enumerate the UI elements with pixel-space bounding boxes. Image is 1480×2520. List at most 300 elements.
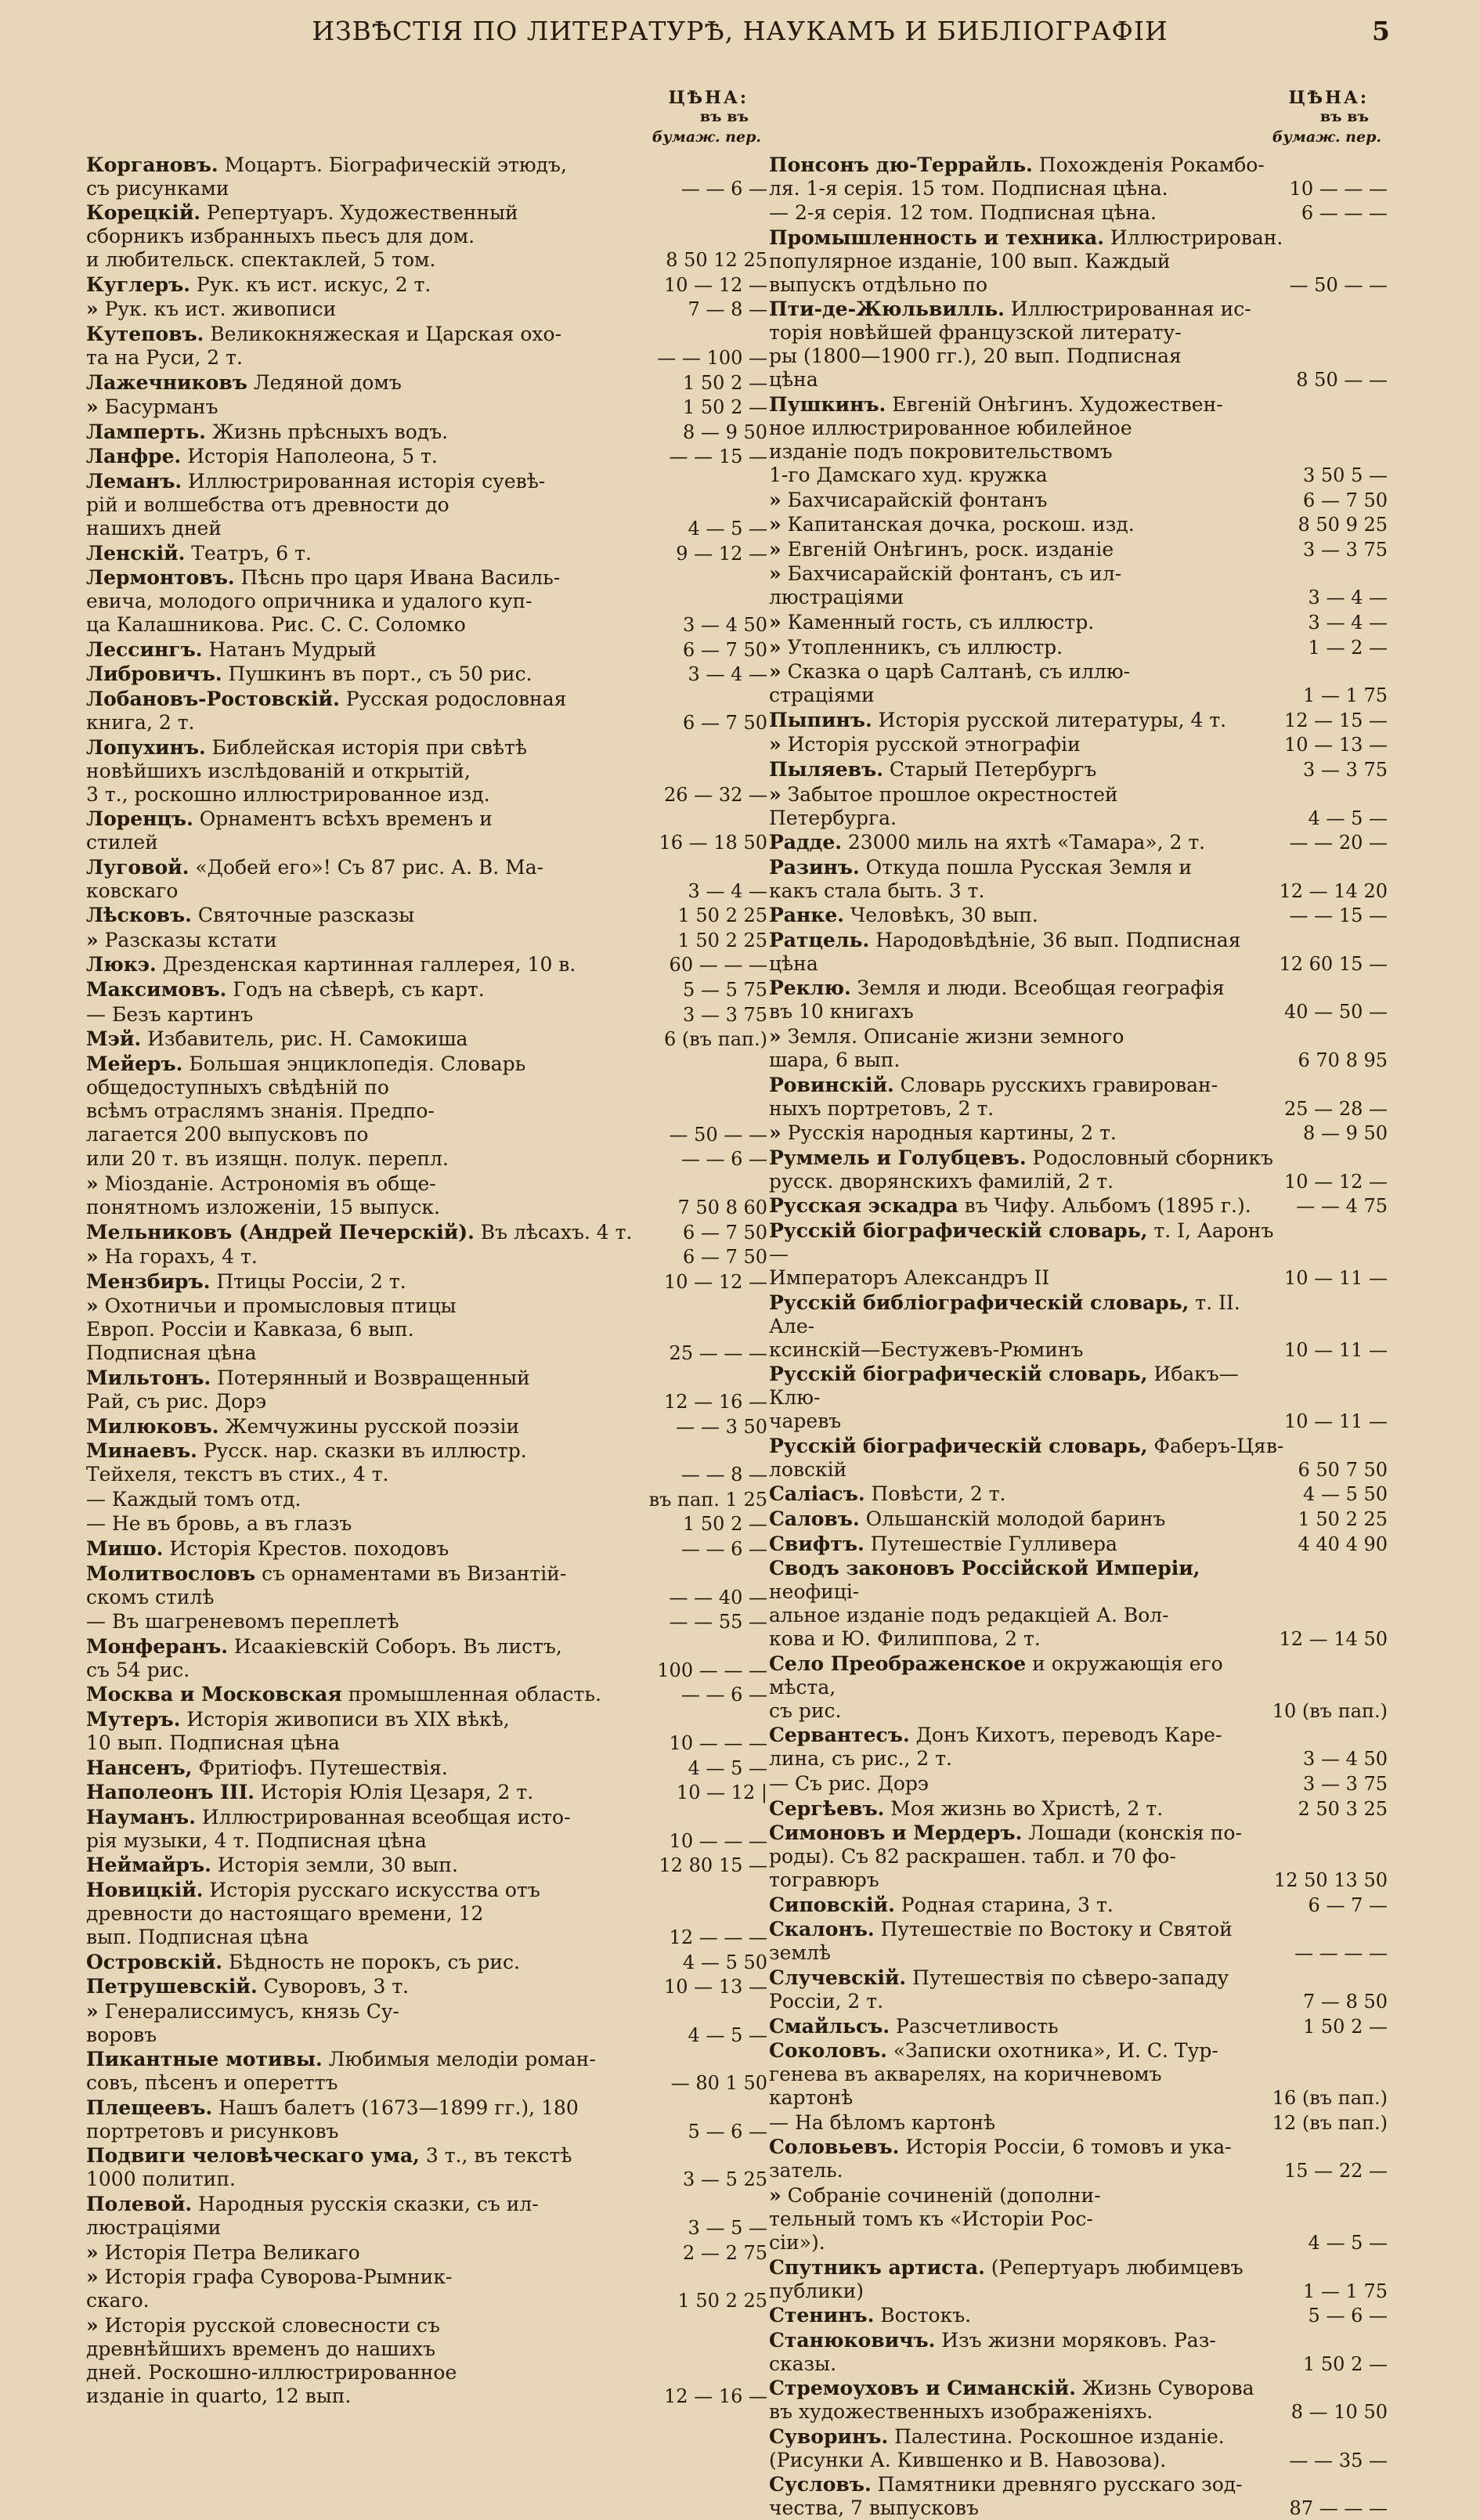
catalog-entry [769, 611, 1388, 634]
entry-title: Исторія Наполеона, 5 т. [181, 445, 438, 468]
catalog-entry [769, 2039, 1388, 2110]
entry-text [86, 2096, 682, 2143]
price-paper: 3 — [1303, 1748, 1340, 1771]
entry-author: » [86, 395, 99, 419]
entry-title: Русская родословная книга, 2 т. [86, 687, 567, 734]
price-binding: 6 — [731, 1537, 767, 1560]
entry-author: Неймайръ. [86, 1854, 211, 1877]
catalog-entry [86, 2048, 767, 2095]
entry-prices [677, 1221, 767, 1244]
catalog-entry [86, 1781, 767, 1804]
entry-author: Максимовъ. [86, 978, 227, 1002]
price-paper: 12 — [669, 1926, 718, 1948]
price-binding: 4 90 [1345, 1533, 1388, 1555]
price-paper: 10 — [669, 1829, 718, 1852]
entry-author: Стенинъ. [769, 2304, 875, 2327]
price-header-sub: въ въ [699, 108, 749, 125]
entry-text [86, 1415, 670, 1439]
entry-prices [670, 1781, 767, 1804]
entry-text [86, 1270, 658, 1294]
entry-title: Любимыя мелодіи роман- совъ, пѣсенъ и опереттъ [86, 2048, 596, 2095]
entry-text [769, 393, 1297, 487]
entry-title: Бѣдность не порокъ, съ рис. [222, 1950, 521, 1973]
catalog-entry [769, 1146, 1388, 1193]
price-paper: 12 — [1279, 1628, 1328, 1651]
entry-author: Куглеръ. [86, 273, 190, 296]
entry-text [86, 2314, 658, 2408]
entry-text [86, 953, 663, 977]
price-binding: 10 50 [1334, 2401, 1388, 2424]
catalog-entry [86, 1415, 767, 1439]
entry-text [86, 2265, 671, 2312]
entry-text [86, 929, 671, 952]
catalog-entry [86, 273, 767, 297]
entry-title: Исторія графа Суворова-Рымник- скаго. [86, 2265, 453, 2312]
entry-author: Милюковъ. [86, 1414, 219, 1438]
entry-title: или 20 т. въ изящн. полук. перепл. [86, 1147, 449, 1171]
price-paper: 6 — [683, 638, 720, 661]
entry-text [769, 709, 1278, 732]
price-binding: 5 50 [725, 1951, 767, 1973]
price-paper: 8 — [1290, 2401, 1328, 2424]
entry-prices [643, 1488, 767, 1511]
catalog-entry [769, 226, 1388, 297]
entry-author: Русскій біографическій словарь, [769, 1363, 1148, 1386]
entry-title: Изъ жизни моряковъ. Раз- сказы. [769, 2328, 1216, 2375]
price-binding: 4 50 [725, 614, 767, 637]
entry-text [86, 1635, 651, 1682]
entry-prices [1278, 2159, 1388, 2182]
entry-prices [658, 1975, 767, 1998]
entry-prices [671, 2289, 767, 2312]
catalog-entry [769, 636, 1388, 659]
entry-text [769, 1025, 1291, 1072]
entry-title: Рук. къ ист. искус, 2 т. [190, 273, 431, 296]
entry-author: » [769, 513, 782, 536]
entry-title: — Не въ бровь, а въ глазъ [86, 1512, 352, 1536]
price-paper: 7 — [688, 298, 725, 321]
price-paper: 6 (въ пап.) [664, 1028, 767, 1051]
entry-title: Земля. Описаніе жизни земного шара, 6 вып. [769, 1025, 1124, 1072]
entry-text [769, 2329, 1297, 2376]
price-paper: 6 — [1303, 489, 1340, 511]
price-binding: 5 — [1351, 807, 1388, 829]
price-paper: 10 — [1284, 1338, 1334, 1361]
catalog-entry [86, 929, 767, 952]
entry-text [86, 421, 677, 444]
price-binding: — — [1344, 273, 1388, 296]
entry-author: » [769, 610, 782, 634]
entry-author: Мельниковъ (Андрей Печерскій). [86, 1220, 475, 1244]
entry-prices [658, 1390, 767, 1413]
price-paper: 4 — [1308, 807, 1345, 829]
entry-author: Ламперть. [86, 420, 206, 443]
entry-prices [1272, 879, 1388, 903]
entry-text [86, 1683, 675, 1706]
catalog-entry [769, 856, 1388, 903]
price-binding: 13 50 [1334, 1869, 1388, 1892]
entry-prices [651, 1659, 767, 1682]
price-paper: 6 — [683, 1221, 720, 1244]
entry-author: Саловъ. [769, 1507, 860, 1530]
price-binding: 15 — [1338, 709, 1388, 731]
entry-text [86, 1245, 677, 1269]
entry-text [769, 538, 1297, 561]
price-binding: 18 50 [713, 832, 767, 854]
price-binding: 8 — [731, 1464, 767, 1486]
entry-text [86, 2048, 665, 2095]
entry-title: (Репертуаръ любимцевъ публики) [769, 2255, 1244, 2302]
price-binding: 15 — [718, 1854, 767, 1877]
catalog-entry [769, 1363, 1388, 1433]
entry-author: Мильтонъ. [86, 1367, 211, 1389]
entry-text [86, 2144, 677, 2191]
price-binding: 2 — [1351, 2352, 1388, 2375]
price-paper: — — [680, 1464, 725, 1486]
entry-author: Саліасъ. [769, 1482, 865, 1506]
price-paper: 10 — [676, 1782, 726, 1804]
catalog-entry [86, 1294, 767, 1365]
price-paper: — — [669, 446, 713, 468]
catalog-entry [769, 977, 1388, 1024]
price-binding: 9 25 [1345, 514, 1388, 536]
price-binding: 15 — [1338, 952, 1388, 975]
price-paper: — — [680, 1148, 725, 1171]
price-binding: — — [1344, 369, 1388, 392]
entry-prices [682, 1756, 767, 1780]
entry-text [86, 1052, 663, 1146]
entry-title: Басурманъ [98, 395, 218, 419]
entry-title: Пѣснь про царя Ивана Василь- евича, молодого опричника и удалого куп- ца Калашникова. Рис. С. С. Соломко [86, 566, 561, 637]
entry-text [86, 1147, 675, 1171]
price-paper: 60 — [669, 954, 718, 977]
price-paper: 25 — [669, 1342, 718, 1365]
entry-prices [665, 2071, 767, 2095]
entry-title: «Записки охотника», И. С. Тур- генева въ акварелях, на коричневомъ картонѣ [769, 2039, 1218, 2110]
entry-title: Рук. къ ист. живописи [98, 298, 337, 321]
entry-text [86, 2000, 682, 2047]
catalog-entry [769, 393, 1388, 487]
entry-prices [1266, 1699, 1388, 1723]
entry-title: 23000 миль на яхтѣ «Тамара», 2 т. [841, 831, 1206, 854]
entry-text [769, 298, 1290, 392]
entry-prices [1272, 952, 1388, 976]
price-paper: 12 — [1284, 709, 1334, 731]
entry-prices [1297, 489, 1388, 512]
price-paper: 10 — [664, 273, 713, 296]
entry-title: Репертуаръ. Художественный сборникъ избранныхъ пьесъ для дом. и любительск. спектаклей, 5 том. [86, 201, 518, 272]
price-binding: 5 25 [725, 2168, 767, 2191]
page-header-title: ИЗВѢСТІЯ ПО ЛИТЕРАТУРѢ, НАУКАМЪ И БИБЛІОГРАФІИ [312, 16, 1168, 46]
entry-prices [1302, 807, 1388, 830]
entry-prices [1302, 611, 1388, 634]
entry-text [769, 1194, 1290, 1218]
entry-author: Свифтъ. [769, 1532, 865, 1555]
price-binding: 12 25 [713, 249, 767, 272]
entry-title: Бахчисарайскій фонтанъ, съ ил- люстраціями [769, 562, 1122, 609]
price-binding: 4 50 [1345, 1748, 1388, 1771]
price-binding: 12 | [731, 1782, 767, 1804]
price-paper: 10 — [664, 1270, 713, 1293]
entry-title: неофиці- альное изданіе подъ редакціей А. Вол- кова и Ю. Филиппова, 2 т. [769, 1580, 1169, 1651]
price-paper: 3 — [683, 1003, 720, 1026]
entry-author: Монферанъ. [86, 1634, 228, 1658]
entry-text [769, 1363, 1278, 1433]
entry-title: Каменный гость, съ иллюстр. [781, 610, 1095, 634]
catalog-entry [769, 1121, 1388, 1145]
price-paper: — — [657, 346, 701, 369]
price-paper: 3 — [683, 2168, 720, 2191]
entry-author: Русскій біографическій словарь, [769, 1219, 1148, 1243]
entry-text [769, 1966, 1297, 2013]
entry-title: Исторія Россіи, 6 томовъ и ука- затель. [769, 2136, 1232, 2182]
entry-title: Иллюстрированная исторія суевѣ- рій и волшебства отъ древности до нашихъ дней [86, 469, 546, 540]
entry-author: Ранке. [769, 904, 844, 927]
price-paper: 5 — [683, 979, 720, 1002]
entry-title: Исторія Юлія Цезаря, 2 т. [254, 1781, 534, 1804]
entry-title: въ Чифу. Альбомъ (1895 г.). [958, 1194, 1251, 1218]
catalog-entry [86, 1003, 767, 1027]
entry-text [86, 1610, 663, 1634]
price-paper: 40 — [1284, 1001, 1334, 1024]
catalog-entry [86, 1635, 767, 1682]
catalog-entry [86, 1683, 767, 1706]
entry-text [769, 758, 1297, 782]
entry-title: Нашъ балетъ (1673—1899 гг.), 180 портретовъ и рисунковъ [86, 2096, 579, 2143]
entry-text [86, 273, 658, 297]
price-header-sub2: бумаж. пер. [1272, 128, 1381, 146]
entry-text [86, 395, 677, 419]
entry-prices [682, 2216, 767, 2240]
price-binding: 5 — [731, 1756, 767, 1779]
entry-text [769, 733, 1278, 756]
entry-text [86, 153, 675, 200]
catalog-entry [86, 2096, 767, 2143]
price-paper: 4 40 [1298, 1533, 1340, 1555]
price-binding: 4 — [731, 663, 767, 686]
entry-text [769, 489, 1297, 512]
entry-prices [675, 1463, 767, 1486]
price-binding: 20 — [1338, 832, 1388, 854]
price-paper: 8 — [683, 421, 720, 443]
entry-text [86, 1951, 677, 1974]
entry-author: Либровичъ. [86, 662, 222, 686]
price-binding: 14 20 [1334, 879, 1388, 902]
catalog-entry [86, 2000, 767, 2047]
catalog-entry [769, 1652, 1388, 1723]
entry-prices [1283, 2449, 1388, 2472]
catalog-entry [769, 1557, 1388, 1651]
price-binding: 100 — [706, 346, 767, 369]
catalog-entry [769, 562, 1388, 609]
price-binding: 2 — [731, 371, 767, 394]
entry-title: Бахчисарайскій фонтанъ [781, 488, 1048, 511]
entry-text [86, 1975, 658, 1998]
entry-text [769, 1772, 1297, 1796]
price-binding: 16 — [718, 1391, 767, 1413]
entry-prices [1291, 1458, 1388, 1482]
catalog-entry [769, 2136, 1388, 2182]
price-binding: 25 [743, 1488, 767, 1511]
entry-title: Міозданіе. Астрономія въ обще- понятномъ изложеніи, 15 выпуск. [86, 1172, 440, 1219]
entry-prices [1297, 1772, 1388, 1796]
entry-prices [677, 1003, 767, 1027]
entry-author: Соколовъ. [769, 2039, 887, 2063]
price-binding: 6 — [731, 1684, 767, 1706]
price-paper: 12 — [664, 2385, 713, 2407]
entry-title: Суворовъ, 3 т. [257, 1975, 410, 1998]
price-binding: 7 50 [725, 711, 767, 734]
entry-prices [663, 1926, 767, 1949]
entry-prices [1290, 1194, 1388, 1218]
entry-author: Подвиги человѣческаго ума, [86, 2144, 420, 2168]
price-binding: — — [724, 1659, 767, 1681]
entry-author: Суворинъ. [769, 2424, 889, 2448]
entry-prices [1291, 1797, 1388, 1821]
entry-title: Святочные разсказы [191, 904, 415, 927]
price-paper: 8 50 [1296, 369, 1338, 392]
entry-prices [1285, 2400, 1388, 2424]
catalog-column-right [769, 88, 1388, 2520]
price-binding: 5 75 [725, 979, 767, 1002]
price-binding: 9 50 [725, 421, 767, 443]
entry-prices [1266, 2086, 1388, 2110]
entry-text [769, 1121, 1297, 1145]
entry-title: На горахъ, 4 т. [98, 1245, 258, 1269]
entry-author: Лопухинъ. [86, 735, 206, 759]
price-binding: 12 — [718, 1270, 767, 1293]
price-binding: 28 — [1338, 1097, 1388, 1120]
entry-author: » [769, 488, 782, 511]
price-paper: 25 — [1284, 1097, 1334, 1120]
entry-title: «Добей его»! Съ 87 рис. А. В. Ма- ковскаго [86, 855, 544, 902]
entry-title: Памятники древняго русскаго зод- чества, 7 выпусковъ [769, 2473, 1243, 2520]
entry-prices [1278, 1266, 1388, 1290]
entry-author: Мэй. [86, 1027, 142, 1051]
entry-author: Сервантесъ. [769, 1724, 910, 1747]
price-binding: 11 — [1338, 1267, 1388, 1290]
price-binding: 50 — [1338, 1001, 1388, 1024]
price-paper: 10 — [664, 1976, 713, 1998]
entry-prices [1297, 2280, 1388, 2303]
price-binding: 3 50 [725, 1415, 767, 1438]
price-paper: 10 — [1284, 734, 1334, 756]
price-binding: 5 — [1351, 2231, 1388, 2254]
catalog-entry [86, 1562, 767, 1609]
entry-author: Островскій. [86, 1950, 223, 1973]
entry-prices [671, 929, 767, 952]
entry-text [86, 1221, 677, 1244]
price-paper: — — [669, 1611, 713, 1634]
entry-title: Словарь русскихъ гравирован- ныхъ портретовъ, 2 т. [769, 1073, 1218, 1120]
catalog-entry [769, 1772, 1388, 1796]
price-binding: 1 75 [1345, 684, 1388, 707]
entry-prices [1297, 1121, 1388, 1145]
entry-title: Исторія Крестов. походовъ [163, 1536, 449, 1560]
entry-text [86, 470, 682, 540]
catalog-entry [86, 662, 767, 686]
entry-author: Лѣсковъ. [86, 904, 192, 927]
entry-text [769, 1652, 1266, 1723]
entry-author: Полевой. [86, 2193, 193, 2216]
entry-text [769, 2377, 1285, 2424]
entry-author: Мишо. [86, 1536, 164, 1560]
entry-prices [1291, 1507, 1388, 1531]
entry-author: » [769, 660, 782, 684]
entry-prices [1297, 684, 1388, 707]
entry-text [769, 562, 1302, 609]
entry-title: Ольшанскій молодой баринъ [859, 1507, 1166, 1530]
price-binding: 15 — [1338, 904, 1388, 927]
catalog-entry [86, 1756, 767, 1780]
entry-author: Симоновъ и Мердеръ. [769, 1821, 1023, 1845]
entry-title: Путешествіе по Востоку и Святой землѣ [769, 1918, 1233, 1965]
entry-prices [1297, 2015, 1388, 2038]
entry-title: Откуда пошла Русская Земля и какъ стала быть. 3 т. [769, 855, 1193, 902]
catalog-entry [86, 1052, 767, 1146]
catalog-entry [769, 513, 1388, 536]
entry-author: Сводъ законовъ Россійской Имперіи, [769, 1557, 1200, 1580]
catalog-entry [769, 489, 1388, 512]
entry-text [769, 2304, 1302, 2327]
catalog-entry [769, 1194, 1388, 1218]
entry-author: » [769, 2183, 782, 2207]
catalog-entry [86, 470, 767, 540]
price-binding: — — [1344, 202, 1388, 225]
price-binding: 5 — [731, 517, 767, 540]
entry-text [86, 904, 671, 927]
entry-author: Люкэ. [86, 953, 157, 977]
entry-prices [663, 1123, 767, 1146]
entry-title: — Въ шагреневомъ переплетѣ [86, 1610, 399, 1634]
entry-prices [1291, 1049, 1388, 1072]
price-paper: 2 50 [1298, 1797, 1340, 1820]
entry-title: Птицы Россіи, 2 т. [210, 1269, 406, 1293]
entry-author: Пыляевъ. [769, 757, 883, 781]
price-binding: 35 — [1338, 2449, 1388, 2471]
price-paper: 3 — [1308, 611, 1345, 634]
entry-prices [1290, 368, 1388, 392]
price-paper: 6 — [1301, 202, 1338, 225]
catalog-entry [86, 371, 767, 395]
price-binding: 15 — [718, 446, 767, 468]
price-paper: 4 — [688, 517, 725, 540]
price-binding: 12 — [718, 542, 767, 565]
entry-author: Спутникъ артиста. [769, 2255, 985, 2279]
entry-prices [663, 1341, 767, 1365]
entry-prices [682, 517, 767, 540]
price-binding: 8 60 [725, 1197, 767, 1219]
entry-prices [658, 1027, 767, 1051]
entry-title: Путешествія по сѣверо-западу Россіи, 2 т. [769, 1966, 1229, 2013]
catalog-entry [86, 978, 767, 1002]
entry-author: Минаевъ. [86, 1439, 197, 1463]
entry-text [86, 807, 652, 854]
price-paper: 6 70 [1298, 1049, 1340, 1072]
price-binding: 4 — [1351, 611, 1388, 634]
entry-text [769, 2136, 1278, 2182]
price-binding: 40 — [718, 1586, 767, 1608]
catalog-entry [86, 395, 767, 419]
entry-title: Востокъ. [874, 2304, 972, 2327]
entry-text [86, 1367, 658, 1413]
price-binding: 3 75 [725, 1003, 767, 1026]
entry-author: Радде. [769, 831, 842, 854]
entry-prices [677, 2168, 767, 2191]
entry-author: Станюковичъ. [769, 2328, 936, 2352]
entry-title: Русск. нар. сказки въ иллюстр. Тейхеля, текстъ въ стих., 4 т. [86, 1439, 527, 1486]
entry-author: Новицкій. [86, 1878, 204, 1901]
